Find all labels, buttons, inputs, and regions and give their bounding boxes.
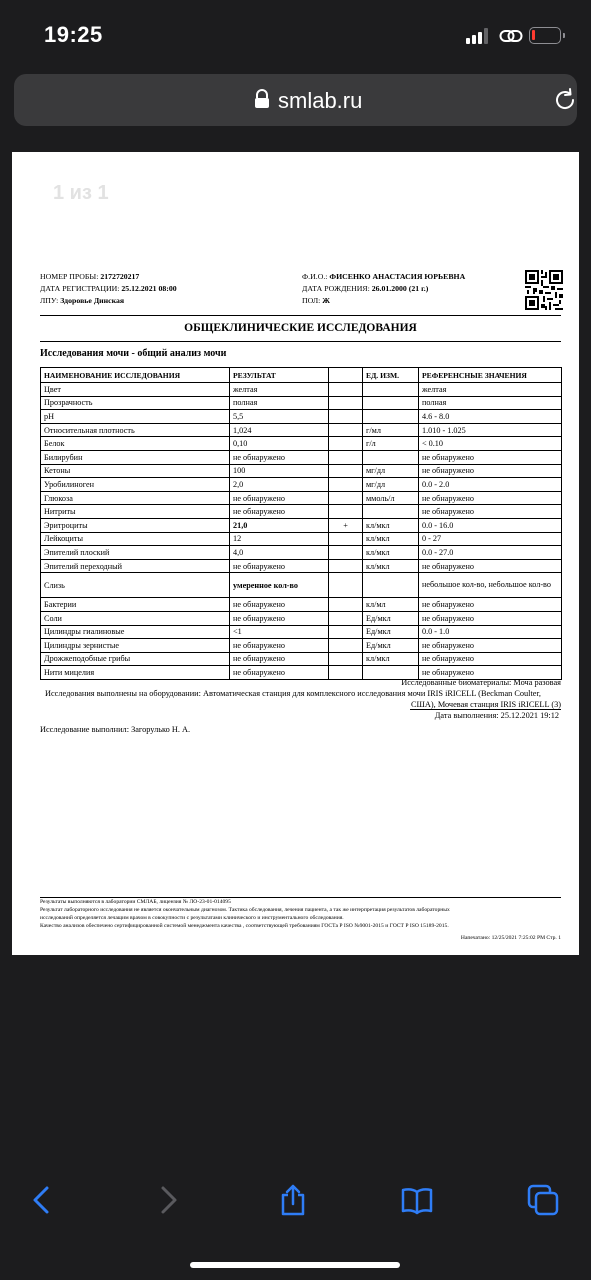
result-flag	[329, 598, 363, 612]
table-header-row	[41, 368, 562, 383]
result-flag	[329, 491, 363, 505]
test-name: Дрожжеподобные грибы	[41, 652, 230, 666]
test-name: Эпителий переходный	[41, 559, 230, 573]
address-bar[interactable]	[14, 74, 577, 126]
test-reference: не обнаружено	[419, 559, 562, 573]
registration-date: ДАТА РЕГИСТРАЦИИ: 25.12.2021 08:00	[40, 284, 177, 293]
test-unit: кл/мл	[363, 598, 419, 612]
completion-rule	[410, 709, 561, 710]
patient-name: Ф.И.О.: ФИСЕНКО АНАСТАСИЯ ЮРЬЕВНА	[302, 272, 466, 281]
test-unit	[363, 450, 419, 464]
test-name: Билирубин	[41, 450, 230, 464]
test-name: Бактерии	[41, 598, 230, 612]
test-result: полная	[230, 396, 329, 410]
test-name: Прозрачность	[41, 396, 230, 410]
table-row	[41, 546, 562, 560]
test-unit: ммоль/л	[363, 491, 419, 505]
result-flag	[329, 546, 363, 560]
test-unit	[363, 396, 419, 410]
test-reference: полная	[419, 396, 562, 410]
sample-number: НОМЕР ПРОБЫ: 2172720217	[40, 272, 140, 281]
test-reference: 0.0 - 2.0	[419, 478, 562, 492]
test-reference: не обнаружено	[419, 505, 562, 519]
equipment-note-continued: США), Мочевая станция IRIS iRICELL (3)	[411, 700, 561, 709]
result-flag	[329, 652, 363, 666]
test-name: Нити мицелия	[41, 666, 230, 680]
test-name: pH	[41, 410, 230, 424]
result-flag	[329, 532, 363, 546]
test-name: Слизь	[41, 573, 230, 598]
forward-icon[interactable]	[152, 1184, 184, 1216]
result-flag	[329, 573, 363, 598]
table-row	[41, 573, 562, 598]
test-reference: небольшое кол-во, небольшое кол-во	[419, 573, 562, 598]
table-row	[41, 396, 562, 410]
test-unit: Ед/мкл	[363, 625, 419, 639]
test-name: Соли	[41, 611, 230, 625]
test-result: не обнаружено	[230, 639, 329, 653]
test-reference: 0.0 - 27.0	[419, 546, 562, 560]
column-header-result: РЕЗУЛЬТАТ	[230, 368, 329, 383]
title-rule	[40, 341, 561, 342]
table-row	[41, 625, 562, 639]
url-text: smlab.ru	[278, 88, 363, 113]
test-reference: 0 - 27	[419, 532, 562, 546]
performer: Исследование выполнил: Загорулько Н. А.	[40, 725, 191, 734]
test-result: 100	[230, 464, 329, 478]
section-title: ОБЩЕКЛИНИЧЕСКИЕ ИССЛЕДОВАНИЯ	[184, 322, 417, 334]
test-result: не обнаружено	[230, 652, 329, 666]
test-result: 21,0	[230, 518, 329, 532]
test-unit: Ед/мкл	[363, 611, 419, 625]
column-header-reference: РЕФЕРЕНСНЫЕ ЗНАЧЕНИЯ	[419, 368, 562, 383]
table-row	[41, 598, 562, 612]
footer-printed: Напечатано: 12/25/2021 7:25:02 PM Стр. 1	[460, 935, 561, 941]
test-reference: не обнаружено	[419, 464, 562, 478]
footer-rule	[40, 897, 561, 898]
sex: ПОЛ: Ж	[302, 296, 330, 305]
table-row	[41, 639, 562, 653]
table-row	[41, 611, 562, 625]
test-name: Цилиндры зернистые	[41, 639, 230, 653]
test-name: Эпителий плоский	[41, 546, 230, 560]
test-result: не обнаружено	[230, 611, 329, 625]
column-header-unit: ЕД. ИЗМ.	[363, 368, 419, 383]
birth-date: ДАТА РОЖДЕНИЯ: 26.01.2000 (21 г.)	[302, 284, 429, 293]
test-unit: кл/мкл	[363, 532, 419, 546]
result-flag	[329, 478, 363, 492]
footer-license: Результаты выполняются в лаборатории СМЛАБ, лицензия № ЛО-23-01-014095	[40, 899, 231, 905]
test-reference: не обнаружено	[419, 639, 562, 653]
table-row	[41, 410, 562, 424]
test-unit: кл/мкл	[363, 546, 419, 560]
test-result: не обнаружено	[230, 491, 329, 505]
biomaterial-note: Исследованные биоматериалы: Моча разовая	[401, 678, 561, 687]
test-reference: 0.0 - 16.0	[419, 518, 562, 532]
table-row	[41, 532, 562, 546]
test-result: умеренное кол-во	[230, 573, 329, 598]
test-result: не обнаружено	[230, 598, 329, 612]
test-unit: кл/мкл	[363, 652, 419, 666]
results-table	[40, 367, 562, 680]
battery-icon	[529, 27, 561, 44]
result-flag	[329, 639, 363, 653]
test-unit	[363, 410, 419, 424]
lpu: ЛПУ: Здоровье Динская	[40, 296, 125, 305]
test-unit: г/л	[363, 437, 419, 451]
test-unit	[363, 573, 419, 598]
test-name: Кетоны	[41, 464, 230, 478]
test-unit: мг/дл	[363, 464, 419, 478]
test-unit: Ед/мкл	[363, 639, 419, 653]
table-row	[41, 450, 562, 464]
test-reference: 4.6 - 8.0	[419, 410, 562, 424]
test-name: Цилиндры гиалиновые	[41, 625, 230, 639]
test-result: не обнаружено	[230, 450, 329, 464]
pdf-page[interactable]	[12, 152, 579, 955]
test-reference: не обнаружено	[419, 611, 562, 625]
test-name: Глюкоза	[41, 491, 230, 505]
table-row	[41, 423, 562, 437]
back-icon[interactable]	[26, 1184, 58, 1216]
status-bar	[0, 0, 591, 70]
link-icon	[499, 27, 523, 45]
test-result: не обнаружено	[230, 505, 329, 519]
header-rule	[40, 315, 561, 316]
result-flag	[329, 505, 363, 519]
table-row	[41, 464, 562, 478]
table-row	[41, 478, 562, 492]
test-reference: не обнаружено	[419, 598, 562, 612]
test-reference: желтая	[419, 383, 562, 397]
footer-disclaimer-continued: исследований определяется лечащим врачом в совокупности с результатами клинического и инструментального обследования.	[40, 915, 344, 921]
bookmarks-icon[interactable]	[401, 1184, 433, 1216]
test-result: 12	[230, 532, 329, 546]
lock-icon	[253, 89, 271, 109]
test-name: Эритроциты	[41, 518, 230, 532]
test-result: 4,0	[230, 546, 329, 560]
result-flag	[329, 559, 363, 573]
test-unit: мг/дл	[363, 478, 419, 492]
result-flag	[329, 625, 363, 639]
test-name: Уробилиноген	[41, 478, 230, 492]
result-flag	[329, 611, 363, 625]
test-unit: кл/мкл	[363, 518, 419, 532]
test-result: не обнаружено	[230, 666, 329, 680]
test-name: Нитриты	[41, 505, 230, 519]
tabs-icon[interactable]	[527, 1184, 559, 1216]
signal-icon	[466, 28, 490, 44]
test-result: 2,0	[230, 478, 329, 492]
home-indicator	[190, 1262, 400, 1268]
result-flag	[329, 383, 363, 397]
test-name: Цвет	[41, 383, 230, 397]
test-result: желтая	[230, 383, 329, 397]
qr-code	[525, 270, 563, 310]
test-result: 5,5	[230, 410, 329, 424]
result-flag	[329, 437, 363, 451]
test-reference: 1.010 - 1.025	[419, 423, 562, 437]
test-reference: 0.0 - 1.0	[419, 625, 562, 639]
table-row	[41, 505, 562, 519]
test-name: Лейкоциты	[41, 532, 230, 546]
test-name: Белок	[41, 437, 230, 451]
table-row	[41, 652, 562, 666]
result-flag	[329, 423, 363, 437]
test-reference: < 0.10	[419, 437, 562, 451]
analysis-subtitle: Исследования мочи - общий анализ мочи	[40, 348, 227, 359]
table-row	[41, 559, 562, 573]
test-name: Относительная плотность	[41, 423, 230, 437]
table-row	[41, 383, 562, 397]
test-unit: г/мл	[363, 423, 419, 437]
test-result: не обнаружено	[230, 559, 329, 573]
test-reference: не обнаружено	[419, 491, 562, 505]
page-counter: 1 из 1	[53, 182, 109, 204]
test-reference: не обнаружено	[419, 450, 562, 464]
table-row	[41, 518, 562, 532]
result-flag	[329, 396, 363, 410]
result-flag	[329, 410, 363, 424]
column-header-flag	[329, 368, 363, 383]
footer-quality: Качество анализов обеспечено сертифицированной системой менеджмента качества , соответствующей требованиям ГОСТа Р ISO №9001-2015 и ГОСТ Р ISO 15189-2015.	[40, 923, 449, 929]
test-reference: не обнаружено	[419, 652, 562, 666]
reload-icon[interactable]	[552, 87, 578, 113]
test-reference: не обнаружено	[419, 666, 562, 680]
test-unit: кл/мкл	[363, 559, 419, 573]
result-flag	[329, 464, 363, 478]
test-unit	[363, 505, 419, 519]
table-row	[41, 491, 562, 505]
share-icon[interactable]	[277, 1184, 309, 1216]
test-result: <1	[230, 625, 329, 639]
test-result: 0,10	[230, 437, 329, 451]
test-unit	[363, 383, 419, 397]
completion-date: Дата выполнения: 25.12.2021 19:12	[434, 711, 559, 720]
result-flag	[329, 666, 363, 680]
column-header-name: НАИМЕНОВАНИЕ ИССЛЕДОВАНИЯ	[41, 368, 230, 383]
footer-disclaimer: Результат лабораторного исследования не является окончательным диагнозом. Тактика обследования, лечения пациента, а так же интерпретация результатов лабораторных	[40, 907, 450, 913]
result-flag: +	[329, 518, 363, 532]
status-time: 19:25	[44, 22, 103, 47]
table-row	[41, 437, 562, 451]
equipment-note: Исследования выполнены на оборудовании: Автоматическая станция для комплексного исследования мочи IRIS iRICELL (Beckman Coulter,	[45, 689, 541, 698]
result-flag	[329, 450, 363, 464]
test-result: 1,024	[230, 423, 329, 437]
